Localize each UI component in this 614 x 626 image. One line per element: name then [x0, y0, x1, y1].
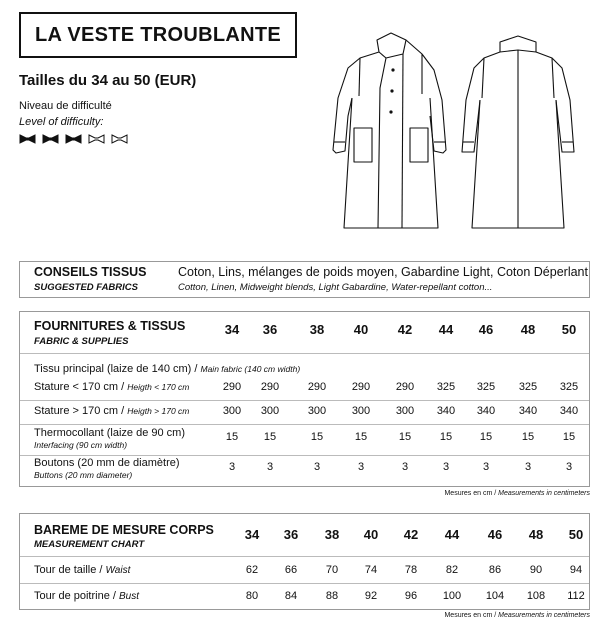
row-label [34, 381, 189, 393]
difficulty-label-fr: Niveau de difficulté [19, 100, 112, 112]
size-header-34: 34 [224, 322, 240, 337]
measure-heading-fr: BAREME DE MESURE CORPS [34, 523, 214, 537]
measure-heading-en: MEASUREMENT CHART [34, 539, 145, 550]
size-header-38: 38 [309, 322, 325, 337]
row-label-en: Waist [105, 565, 131, 576]
value-cell: 15 [562, 431, 576, 443]
suggested-fabrics-panel [19, 261, 590, 298]
row-label [34, 590, 139, 602]
value-cell: 3 [482, 461, 490, 473]
size-range: Tailles du 34 au 50 (EUR) [19, 72, 197, 89]
value-cell: 3 [266, 461, 274, 473]
units-note-en: Measurements in centimeters [498, 490, 590, 497]
pattern-title-box [19, 12, 297, 58]
supplies-heading-fr: FOURNITURES & TISSUS [34, 319, 186, 333]
value-cell: 94 [569, 564, 583, 576]
divider [20, 400, 589, 401]
pattern-title: LA VESTE TROUBLANTE [34, 23, 282, 46]
value-cell: 92 [364, 590, 378, 602]
size-header-44: 44 [444, 527, 460, 542]
value-cell: 3 [401, 461, 409, 473]
coat-back-illustration [458, 28, 578, 233]
difficulty-label-en: Level of difficulty: [19, 116, 104, 128]
size-header-46: 46 [478, 322, 494, 337]
value-cell: 3 [565, 461, 573, 473]
row-label-en: Bust [119, 591, 140, 602]
value-cell: 80 [245, 590, 259, 602]
size-header-48: 48 [520, 322, 536, 337]
coat-front-illustration [330, 28, 450, 233]
bowtie-outline-icon [111, 134, 128, 144]
row-label-fr: Thermocollant (laize de 90 cm) [34, 427, 186, 439]
size-header-42: 42 [397, 322, 413, 337]
row-label-en: Buttons (20 mm diameter) [34, 470, 133, 480]
row-label-fr: Stature < 170 cm / [34, 381, 125, 393]
divider [20, 424, 589, 425]
value-cell: 88 [325, 590, 339, 602]
bowtie-filled-icon [65, 134, 82, 144]
value-cell: 290 [351, 381, 371, 393]
value-cell: 3 [524, 461, 532, 473]
row-label-fr: Stature > 170 cm / [34, 405, 125, 417]
row-label [34, 405, 189, 417]
value-cell: 86 [488, 564, 502, 576]
size-header-40: 40 [363, 527, 379, 542]
value-cell: 70 [325, 564, 339, 576]
supplies-heading-en: FABRIC & SUPPLIES [34, 336, 129, 347]
value-cell: 300 [222, 405, 242, 417]
value-cell: 96 [404, 590, 418, 602]
value-cell: 15 [225, 431, 239, 443]
divider [20, 556, 589, 557]
size-header-42: 42 [403, 527, 419, 542]
size-header-36: 36 [283, 527, 299, 542]
bowtie-filled-icon [19, 134, 36, 144]
value-cell: 340 [436, 405, 456, 417]
row-label-fr: Boutons (20 mm de diamètre) [34, 457, 180, 469]
divider [20, 583, 589, 584]
value-cell: 325 [559, 381, 579, 393]
value-cell: 340 [559, 405, 579, 417]
size-header-34: 34 [244, 527, 260, 542]
value-cell: 112 [567, 590, 585, 602]
row-label-en: Heigth > 170 cm [127, 406, 190, 416]
value-cell: 62 [245, 564, 259, 576]
size-header-50: 50 [561, 322, 577, 337]
main-fabric-label [34, 363, 300, 375]
size-header-48: 48 [528, 527, 544, 542]
measure-units-note [444, 612, 590, 619]
value-cell: 300 [307, 405, 327, 417]
value-cell: 325 [436, 381, 456, 393]
value-cell: 15 [310, 431, 324, 443]
main-fabric-label-fr: Tissu principal (laize de 140 cm) / [34, 363, 198, 375]
fabrics-heading-fr: CONSEILS TISSUS [34, 265, 147, 279]
row-label-en: Heigth < 170 cm [127, 382, 190, 392]
row-label-fr: Tour de poitrine / [34, 590, 116, 602]
fabrics-heading-en: SUGGESTED FABRICS [34, 282, 138, 293]
value-cell: 66 [284, 564, 298, 576]
size-header-38: 38 [324, 527, 340, 542]
value-cell: 15 [263, 431, 277, 443]
value-cell: 90 [529, 564, 543, 576]
value-cell: 15 [354, 431, 368, 443]
value-cell: 3 [357, 461, 365, 473]
value-cell: 3 [313, 461, 321, 473]
value-cell: 15 [521, 431, 535, 443]
value-cell: 290 [307, 381, 327, 393]
supplies-units-note [444, 490, 590, 497]
value-cell: 78 [404, 564, 418, 576]
value-cell: 108 [526, 590, 546, 602]
value-cell: 300 [260, 405, 280, 417]
row-label-fr: Tour de taille / [34, 564, 103, 576]
size-header-40: 40 [353, 322, 369, 337]
value-cell: 290 [260, 381, 280, 393]
value-cell: 82 [445, 564, 459, 576]
row-label [34, 564, 130, 576]
value-cell: 325 [518, 381, 538, 393]
value-cell: 3 [228, 461, 236, 473]
bowtie-outline-icon [88, 134, 105, 144]
value-cell: 15 [398, 431, 412, 443]
fabric-supplies-table [19, 311, 590, 487]
value-cell: 300 [351, 405, 371, 417]
size-header-50: 50 [568, 527, 584, 542]
value-cell: 300 [395, 405, 415, 417]
value-cell: 74 [364, 564, 378, 576]
value-cell: 290 [222, 381, 242, 393]
size-header-46: 46 [487, 527, 503, 542]
units-note-en: Measurements in centimeters [498, 612, 590, 619]
fabrics-list-en: Cotton, Linen, Midweight blends, Light Gabardine, Water-repellant cotton... [178, 282, 493, 293]
value-cell: 15 [439, 431, 453, 443]
fabrics-list-fr: Coton, Lins, mélanges de poids moyen, Gabardine Light, Coton Déperlant [178, 265, 588, 279]
difficulty-rating [19, 134, 128, 144]
value-cell: 325 [476, 381, 496, 393]
divider [20, 353, 589, 354]
value-cell: 3 [442, 461, 450, 473]
value-cell: 100 [442, 590, 462, 602]
bowtie-filled-icon [42, 134, 59, 144]
units-note-fr: Mesures en cm / [444, 612, 497, 619]
measurement-chart-table [19, 513, 590, 610]
value-cell: 84 [284, 590, 298, 602]
value-cell: 15 [479, 431, 493, 443]
row-label-en: Interfacing (90 cm width) [34, 440, 128, 450]
main-fabric-label-en: Main fabric (140 cm width) [200, 364, 301, 374]
size-header-36: 36 [262, 322, 278, 337]
value-cell: 340 [518, 405, 538, 417]
value-cell: 104 [485, 590, 505, 602]
units-note-fr: Mesures en cm / [444, 490, 497, 497]
divider [20, 455, 589, 456]
size-header-44: 44 [438, 322, 454, 337]
value-cell: 340 [476, 405, 496, 417]
value-cell: 290 [395, 381, 415, 393]
